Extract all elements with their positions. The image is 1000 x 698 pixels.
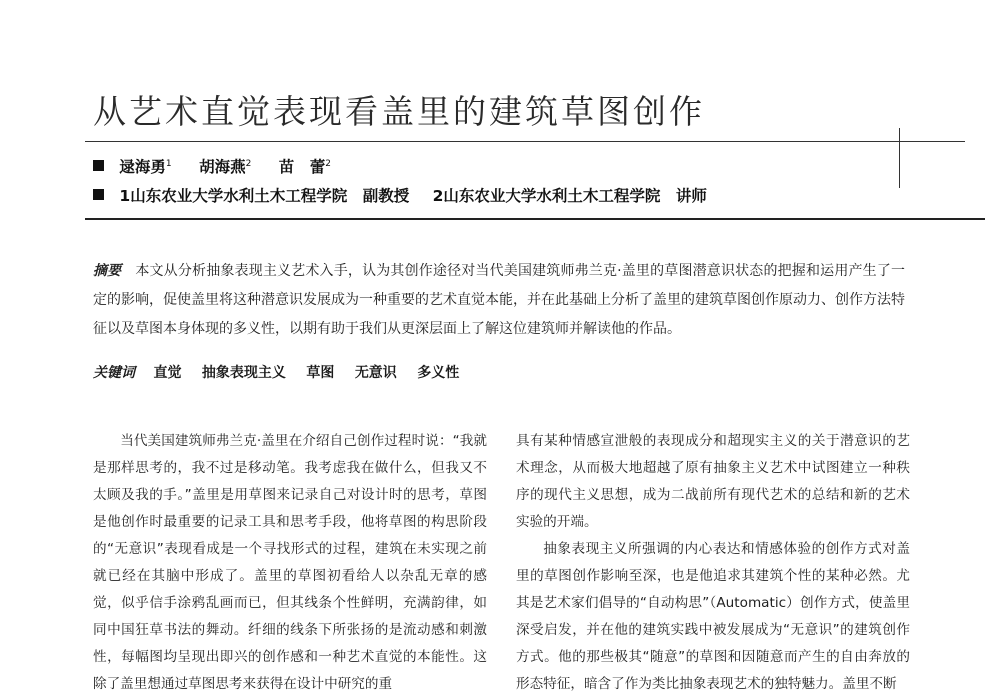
- keyword: 多义性: [417, 365, 460, 381]
- affiliation-1: 1山东农业大学水利土木工程学院 副教授: [119, 187, 410, 205]
- body-column-right: [516, 428, 910, 698]
- affiliation-line: [93, 184, 725, 206]
- abstract: [93, 257, 905, 344]
- abstract-text: 本文从分析抽象表现主义艺术入手，认为其创作途径对当代美国建筑师弗兰克·盖里的草图潜意识状态的把握和运用产生了一定的影响，促使盖里将这种潜意识发展成为一种重要的艺术直觉本能，并在此基础上分析了盖里的建筑草图创作原动力、创作方法特征以及草图本身体现的多义性，以期有助于我们从更深层面上了解这位建筑师并解读他的作品。: [93, 263, 905, 337]
- body-column-left: [93, 428, 487, 698]
- keyword: 抽象表现主义: [201, 365, 286, 381]
- author-2: 胡海燕$^2$: [199, 158, 252, 176]
- body-paragraph: 具有某种情感宣泄般的表现成分和超现实主义的关于潜意识的艺术理念，从而极大地超越了原有抽象主义艺术中试图建立一种秩序的现代主义思想，成为二战前所有现代艺术的总结和新的艺术实验的开端。: [516, 433, 910, 530]
- body-paragraph: 抽象表现主义所强调的内心表达和情感体验的创作方式对盖里的草图创作影响至深，也是他追求其建筑个性的某种必然。尤其是艺术家们倡导的“自动构思”（Automatic）创作方式，使盖里深受启发，并在他的建筑实践中被发展成为“无意识”的建筑创作方式。他的那些极其“随意”的草图和因随意而产生的自由奔放的形态特征，暗含了作为类比抽象表现艺术的独特魅力。盖里不断: [516, 541, 910, 692]
- header-rule-top: [85, 141, 965, 142]
- author-1: 逯海勇$^1$: [119, 158, 172, 176]
- abstract-label: 摘要: [93, 263, 122, 279]
- keyword: 直觉: [153, 365, 182, 381]
- affiliation-2: 2山东农业大学水利土木工程学院 讲师: [432, 187, 707, 205]
- body-paragraph: 当代美国建筑师弗兰克·盖里在介绍自己创作过程时说：“我就是那样思考的，我不过是移动笔。我考虑我在做什么，但我又不太顾及我的手。”盖里是用草图来记录自己对设计时的思考，草图是他创作时最重要的记录工具和思考手段，他将草图的构思阶段的“无意识”表现看成是一个寻找形式的过程，建筑在未实现之前就已经在其脑中形成了。盖里的草图初看给人以杂乱无章的感觉，似乎信手涂鸦乱画而已，但其线条个性鲜明，充满韵律，如同中国狂草书法的舞动。纤细的线条下所张扬的是流动感和刺激性，每幅图均呈现出即兴的创作感和一种艺术直觉的本能性。这除了盖里想通过草图思考来获得在设计中研究的重: [93, 433, 487, 692]
- keyword: 草图: [306, 365, 335, 381]
- header-rule-vertical: [899, 128, 900, 188]
- keyword: 无意识: [354, 365, 397, 381]
- article-title: 从艺术直觉表现看盖里的建筑草图创作: [93, 92, 705, 131]
- author-line: [93, 155, 353, 177]
- keywords-label: 关键词: [93, 365, 135, 381]
- author-3: 苗 蕾$^2$: [278, 158, 331, 176]
- bullet-square-icon: [93, 160, 104, 171]
- keywords: [93, 362, 475, 382]
- header-rule-bottom: [85, 218, 985, 220]
- bullet-square-icon: [93, 189, 104, 200]
